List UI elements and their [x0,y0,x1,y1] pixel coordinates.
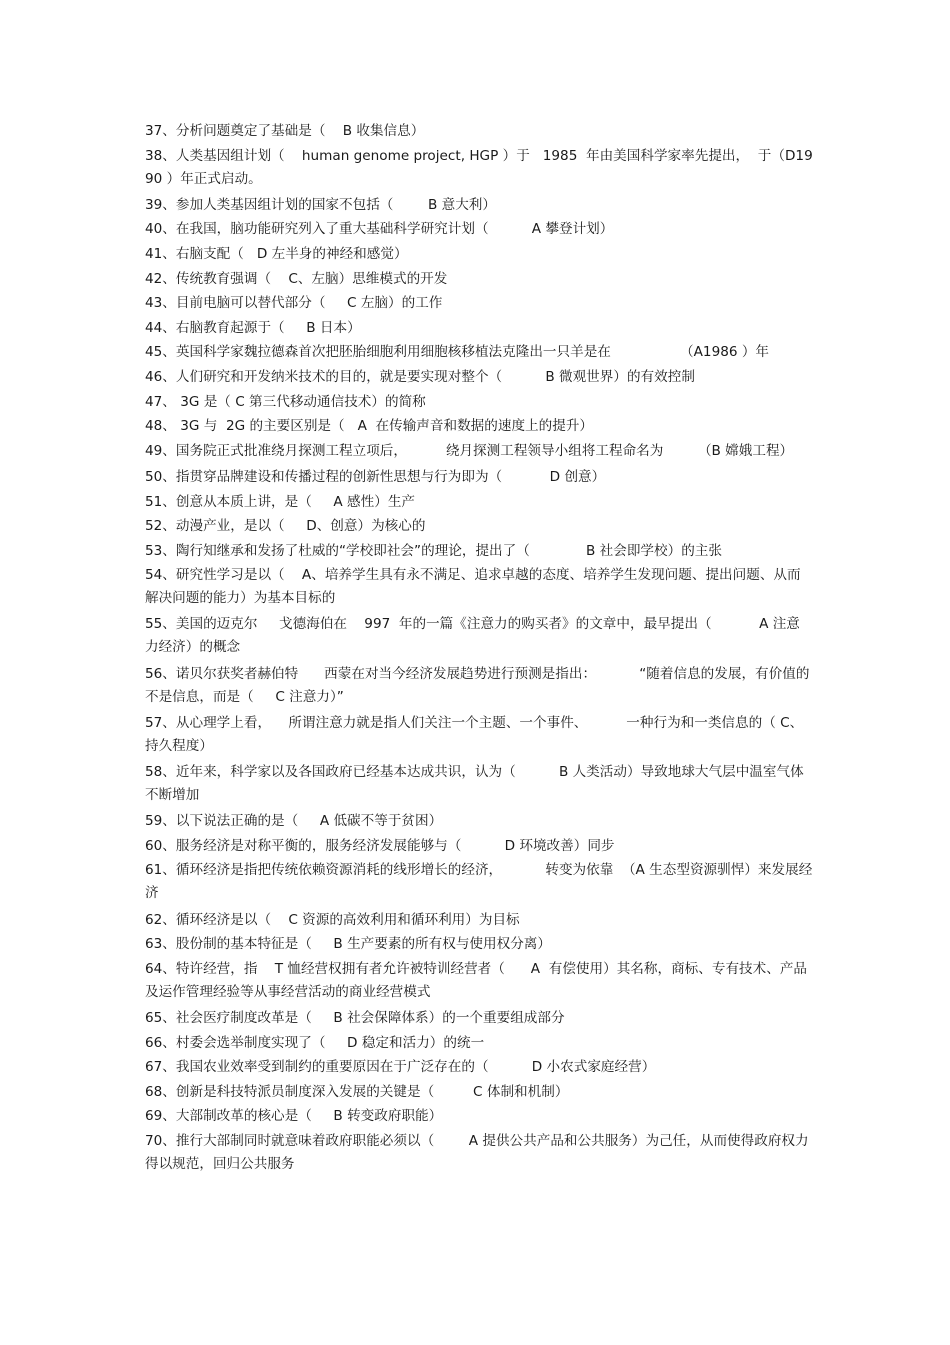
list-item: 69、大部制改革的核心是（ B 转变政府职能） [145,1108,443,1125]
list-item: 53、陶行知继承和发扬了杜威的“学校即社会”的理论，提出了（ B 社会即学校）的主张 [145,542,722,559]
list-item: 39、参加人类基因组计划的国家不包括（ B 意大利） [145,196,496,213]
list-item: 47、 3G 是（ C 第三代移动通信技术）的简称 [145,393,426,410]
list-item: 58、近年来，科学家以及各国政府已经基本达成共识，认为（ B 人类活动）导致地球大气层中温室气体不断增加 [145,764,804,804]
list-item: 66、村委会选举制度实现了（ D 稳定和活力）的统一 [145,1034,485,1051]
list-item: 42、传统教育强调（ C、左脑）思维模式的开发 [145,270,448,287]
list-item: 41、右脑支配（ D 左半身的神经和感觉） [145,245,408,262]
list-item: 38、人类基因组计划（ human genome project, HGP ）于 1985 年由美国科学家率先提出， 于（D1990 ）年正式启动。 [145,147,813,187]
list-item: 51、创意从本质上讲，是（ A 感性）生产 [145,493,416,510]
list-item: 54、研究性学习是以（ A、培养学生具有永不满足、追求卓越的态度、培养学生发现问题、提出问题、从而解决问题的能力）为基本目标的 [145,567,801,607]
list-item: 48、 3G 与 2G 的主要区别是（ A 在传输声音和数据的速度上的提升） [145,418,594,435]
list-item: 63、股份制的基本特征是（ B 生产要素的所有权与使用权分离） [145,936,551,953]
list-item: 55、美国的迈克尔 戈德海伯在 997 年的一篇《注意力的购买者》的文章中，最早提出（ A 注意力经济）的概念 [145,616,800,656]
list-item: 56、诺贝尔获奖者赫伯特 西蒙在对当今经济发展趋势进行预测是指出： “随着信息的发展，有价值的不是信息，而是（ C 注意力）” [145,665,810,705]
list-item: 60、服务经济是对称平衡的，服务经济发展能够与（ D 环境改善）同步 [145,837,615,854]
list-item: 64、特许经营，指 T 恤经营权拥有者允许被特训经营者（ A 有偿使用）其名称，商标、专有技术、产品及运作管理经验等从事经营活动的商业经营模式 [145,960,808,1000]
list-item: 43、目前电脑可以替代部分（ C 左脑）的工作 [145,295,443,312]
list-item: 40、在我国，脑功能研究列入了重大基础科学研究计划（ A 攀登计划） [145,221,614,238]
list-item: 50、指贯穿品牌建设和传播过程的创新性思想与行为即为（ D 创意） [145,468,606,485]
list-item: 44、右脑教育起源于（ B 日本） [145,319,361,336]
question-list [145,120,813,1179]
list-item: 68、创新是科技特派员制度深入发展的关键是（ C 体制和机制） [145,1083,569,1100]
list-item: 67、我国农业效率受到制约的重要原因在于广泛存在的（ D 小农式家庭经营） [145,1059,656,1076]
list-item: 37、分析问题奠定了基础是（ B 收集信息） [145,123,425,139]
list-item: 57、从心理学上看， 所谓注意力就是指人们关注一个主题、一个事件、 一种行为和一类信息的（ C、持久程度） [145,714,804,754]
list-item: 62、循环经济是以（ C 资源的高效利用和循环利用）为目标 [145,911,520,928]
list-item: 49、国务院正式批准绕月探测工程立项后， 绕月探测工程领导小组将工程命名为 （B 嫦娥工程） [145,442,794,459]
list-item: 65、社会医疗制度改革是（ B 社会保障体系）的一个重要组成部分 [145,1009,565,1026]
list-item: 61、循环经济是指把传统依赖资源消耗的线形增长的经济， 转变为依靠 （A 生态型资源驯悍）来发展经济 [145,862,813,902]
list-item: 59、以下说法正确的是（ A 低碳不等于贫困） [145,813,443,830]
list-item: 70、推行大部制同时就意味着政府职能必须以（ A 提供公共产品和公共服务）为己任，从而使得政府权力得以规范，回归公共服务 [145,1132,809,1172]
list-item: 45、英国科学家魏拉德森首次把胚胎细胞利用细胞核移植法克隆出一只羊是在 （A1986 ）年 [145,344,770,361]
list-item: 52、动漫产业，是以（ D、创意）为核心的 [145,518,426,535]
list-item: 46、人们研究和开发纳米技术的目的，就是要实现对整个（ B 微观世界）的有效控制 [145,368,695,385]
